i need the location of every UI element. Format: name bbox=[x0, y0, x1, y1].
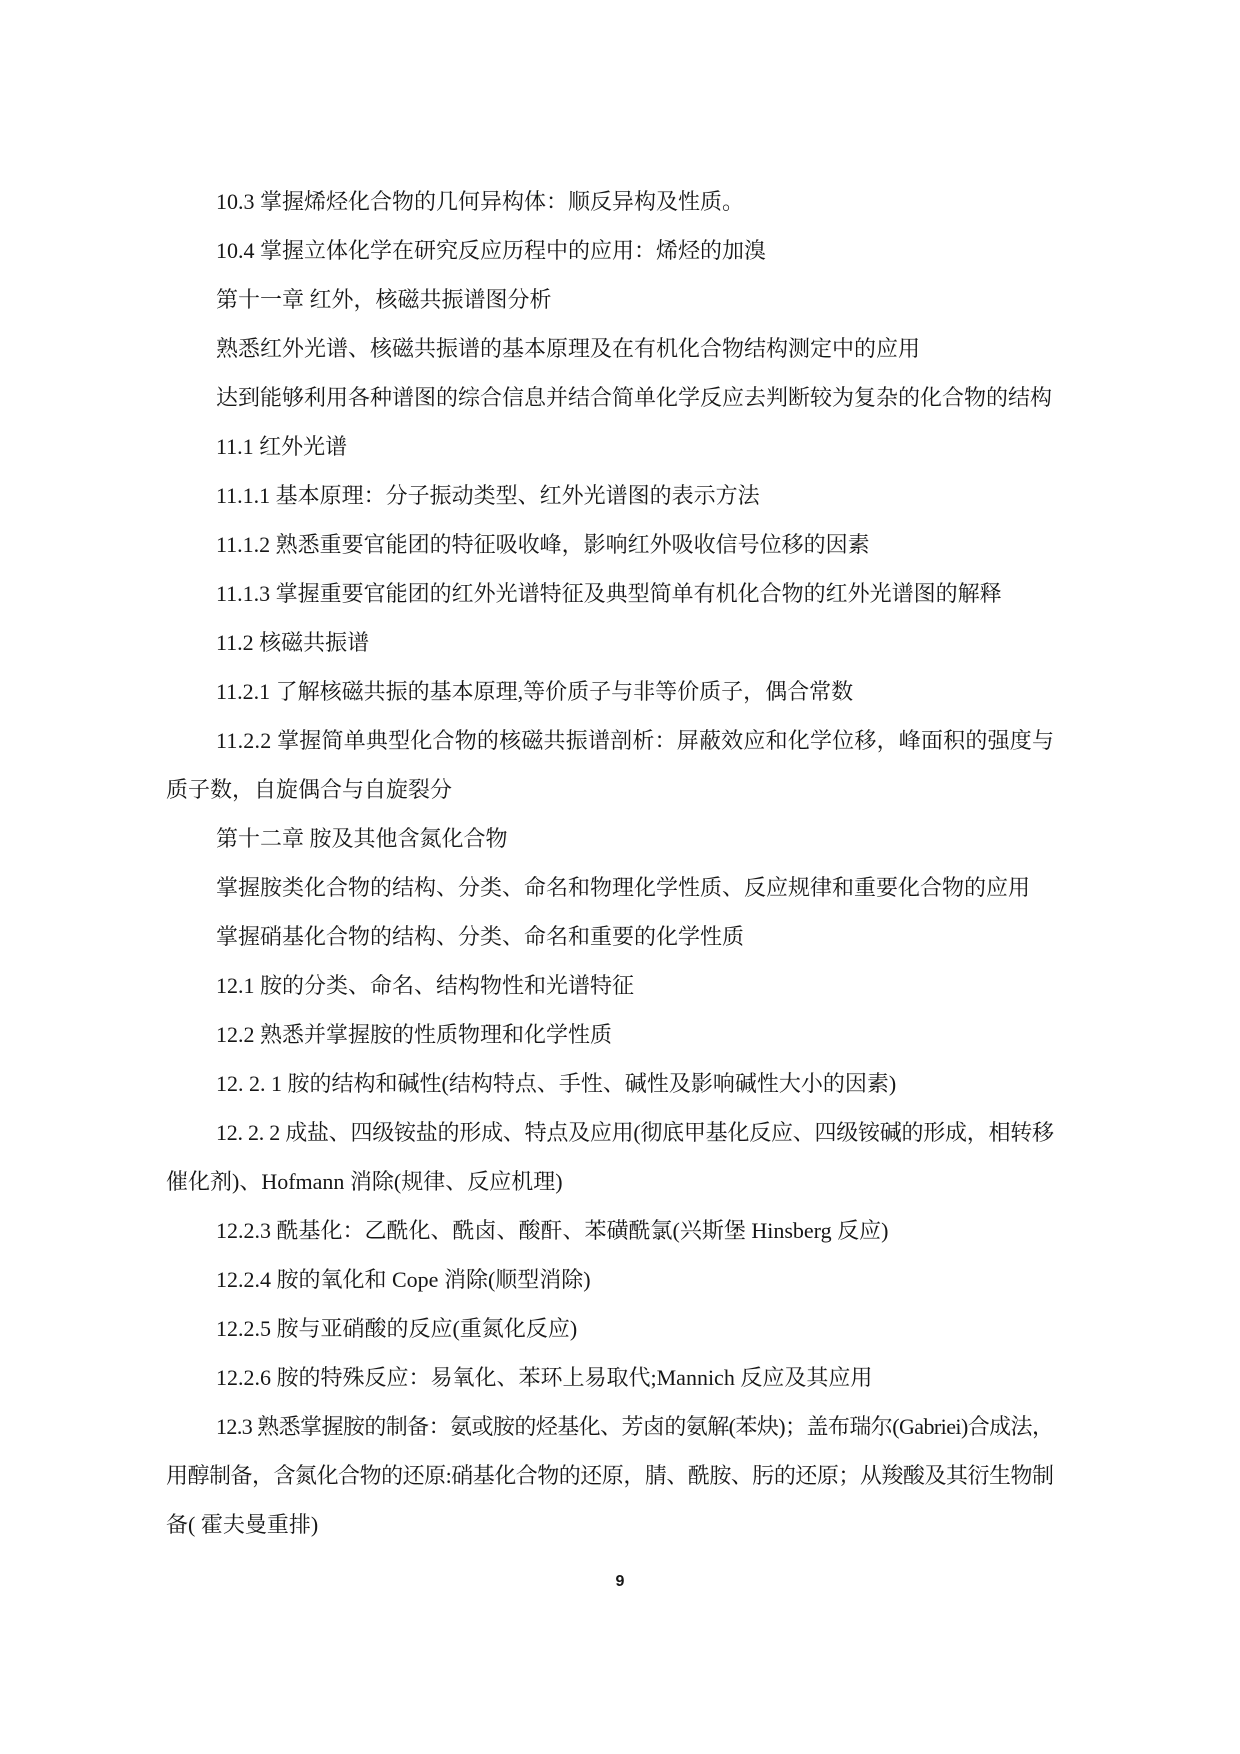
item-12-2-2 bbox=[166, 1108, 1054, 1206]
item-11-1-2-text: 11.1.2 熟悉重要官能团的特征吸收峰，影响红外吸收信号位移的因素 bbox=[216, 532, 870, 557]
section-12-3 bbox=[166, 1402, 1054, 1549]
item-11-1-3 bbox=[166, 569, 1054, 618]
section-12-2-heading-text: 12.2 熟悉并掌握胺的性质物理和化学性质 bbox=[216, 1022, 613, 1047]
page-body bbox=[166, 177, 1054, 1549]
item-12-2-4-text: 12.2.4 胺的氧化和 Cope 消除(顺型消除) bbox=[216, 1267, 591, 1292]
section-12-3-line-1: 12.3 熟悉掌握胺的制备：氨或胺的烃基化、芳卤的氨解(苯炔)；盖布瑞尔(Gabriei)合成法， bbox=[216, 1414, 1054, 1439]
item-12-2-3-text: 12.2.3 酰基化：乙酰化、酰卤、酸酐、苯磺酰氯(兴斯堡 Hinsberg 反应) bbox=[216, 1218, 889, 1243]
section-11-2-heading-text: 11.2 核磁共振谱 bbox=[216, 630, 370, 655]
chapter-12-heading-text: 第十二章 胺及其他含氮化合物 bbox=[216, 826, 508, 851]
chapter-11-heading bbox=[166, 275, 1054, 324]
item-11-1-3-text: 11.1.3 掌握重要官能团的红外光谱特征及典型简单有机化合物的红外光谱图的解释 bbox=[216, 581, 1002, 606]
chapter-12-goal-1-text: 掌握胺类化合物的结构、分类、命名和物理化学性质、反应规律和重要化合物的应用 bbox=[216, 875, 1031, 900]
item-12-2-5 bbox=[166, 1304, 1054, 1353]
item-12-2-6-text: 12.2.6 胺的特殊反应：易氧化、苯环上易取代;Mannich 反应及其应用 bbox=[216, 1365, 873, 1390]
item-11-2-2-line-2: 质子数，自旋偶合与自旋裂分 bbox=[166, 777, 453, 802]
chapter-11-goal-2 bbox=[166, 373, 1054, 422]
objective-10-4-text: 10.4 掌握立体化学在研究反应历程中的应用：烯烃的加溴 bbox=[216, 238, 767, 263]
chapter-11-goal-1 bbox=[166, 324, 1054, 373]
chapter-12-goal-1 bbox=[166, 863, 1054, 912]
item-11-2-2-line-1: 11.2.2 掌握简单典型化合物的核磁共振谱剖析：屏蔽效应和化学位移，峰面积的强度与 bbox=[216, 728, 1055, 753]
item-12-2-5-text: 12.2.5 胺与亚硝酸的反应(重氮化反应) bbox=[216, 1316, 578, 1341]
section-11-1-heading-text: 11.1 红外光谱 bbox=[216, 434, 348, 459]
item-12-2-1-text: 12. 2. 1 胺的结构和碱性(结构特点、手性、碱性及影响碱性大小的因素) bbox=[216, 1071, 897, 1096]
chapter-11-goal-1-text: 熟悉红外光谱、核磁共振谱的基本原理及在有机化合物结构测定中的应用 bbox=[216, 336, 921, 361]
item-12-2-3 bbox=[166, 1206, 1054, 1255]
item-12-2-1 bbox=[166, 1059, 1054, 1108]
section-12-1-text: 12.1 胺的分类、命名、结构物性和光谱特征 bbox=[216, 973, 635, 998]
item-11-1-2 bbox=[166, 520, 1054, 569]
section-12-3-line-2: 用醇制备，含氮化合物的还原:硝基化合物的还原，腈、酰胺、肟的还原；从羧酸及其衍生物制 bbox=[166, 1463, 1054, 1488]
chapter-12-heading bbox=[166, 814, 1054, 863]
section-12-2-heading bbox=[166, 1010, 1054, 1059]
item-11-1-1 bbox=[166, 471, 1054, 520]
chapter-12-goal-2 bbox=[166, 912, 1054, 961]
item-12-2-2-line-2: 催化剂)、Hofmann 消除(规律、反应机理) bbox=[166, 1169, 563, 1194]
section-11-2-heading bbox=[166, 618, 1054, 667]
objective-10-3-text: 10.3 掌握烯烃化合物的几何异构体：顺反异构及性质。 bbox=[216, 189, 745, 214]
objective-10-4 bbox=[166, 226, 1054, 275]
item-11-2-1 bbox=[166, 667, 1054, 716]
item-11-2-2 bbox=[166, 716, 1054, 814]
item-11-2-1-text: 11.2.1 了解核磁共振的基本原理,等价质子与非等价质子，偶合常数 bbox=[216, 679, 854, 704]
item-12-2-4 bbox=[166, 1255, 1054, 1304]
section-12-1 bbox=[166, 961, 1054, 1010]
section-11-1-heading bbox=[166, 422, 1054, 471]
page-number: 9 bbox=[615, 1573, 625, 1590]
objective-10-3 bbox=[166, 177, 1054, 226]
chapter-12-goal-2-text: 掌握硝基化合物的结构、分类、命名和重要的化学性质 bbox=[216, 924, 745, 949]
item-12-2-6 bbox=[166, 1353, 1054, 1402]
item-11-1-1-text: 11.1.1 基本原理：分子振动类型、红外光谱图的表示方法 bbox=[216, 483, 760, 508]
item-12-2-2-line-1: 12. 2. 2 成盐、四级铵盐的形成、特点及应用(彻底甲基化反应、四级铵碱的形成，相转移 bbox=[216, 1120, 1054, 1145]
chapter-11-heading-text: 第十一章 红外，核磁共振谱图分析 bbox=[216, 287, 552, 312]
chapter-11-goal-2-text: 达到能够利用各种谱图的综合信息并结合简单化学反应去判断较为复杂的化合物的结构 bbox=[216, 385, 1053, 410]
section-12-3-line-3: 备( 霍夫曼重排) bbox=[166, 1512, 319, 1537]
